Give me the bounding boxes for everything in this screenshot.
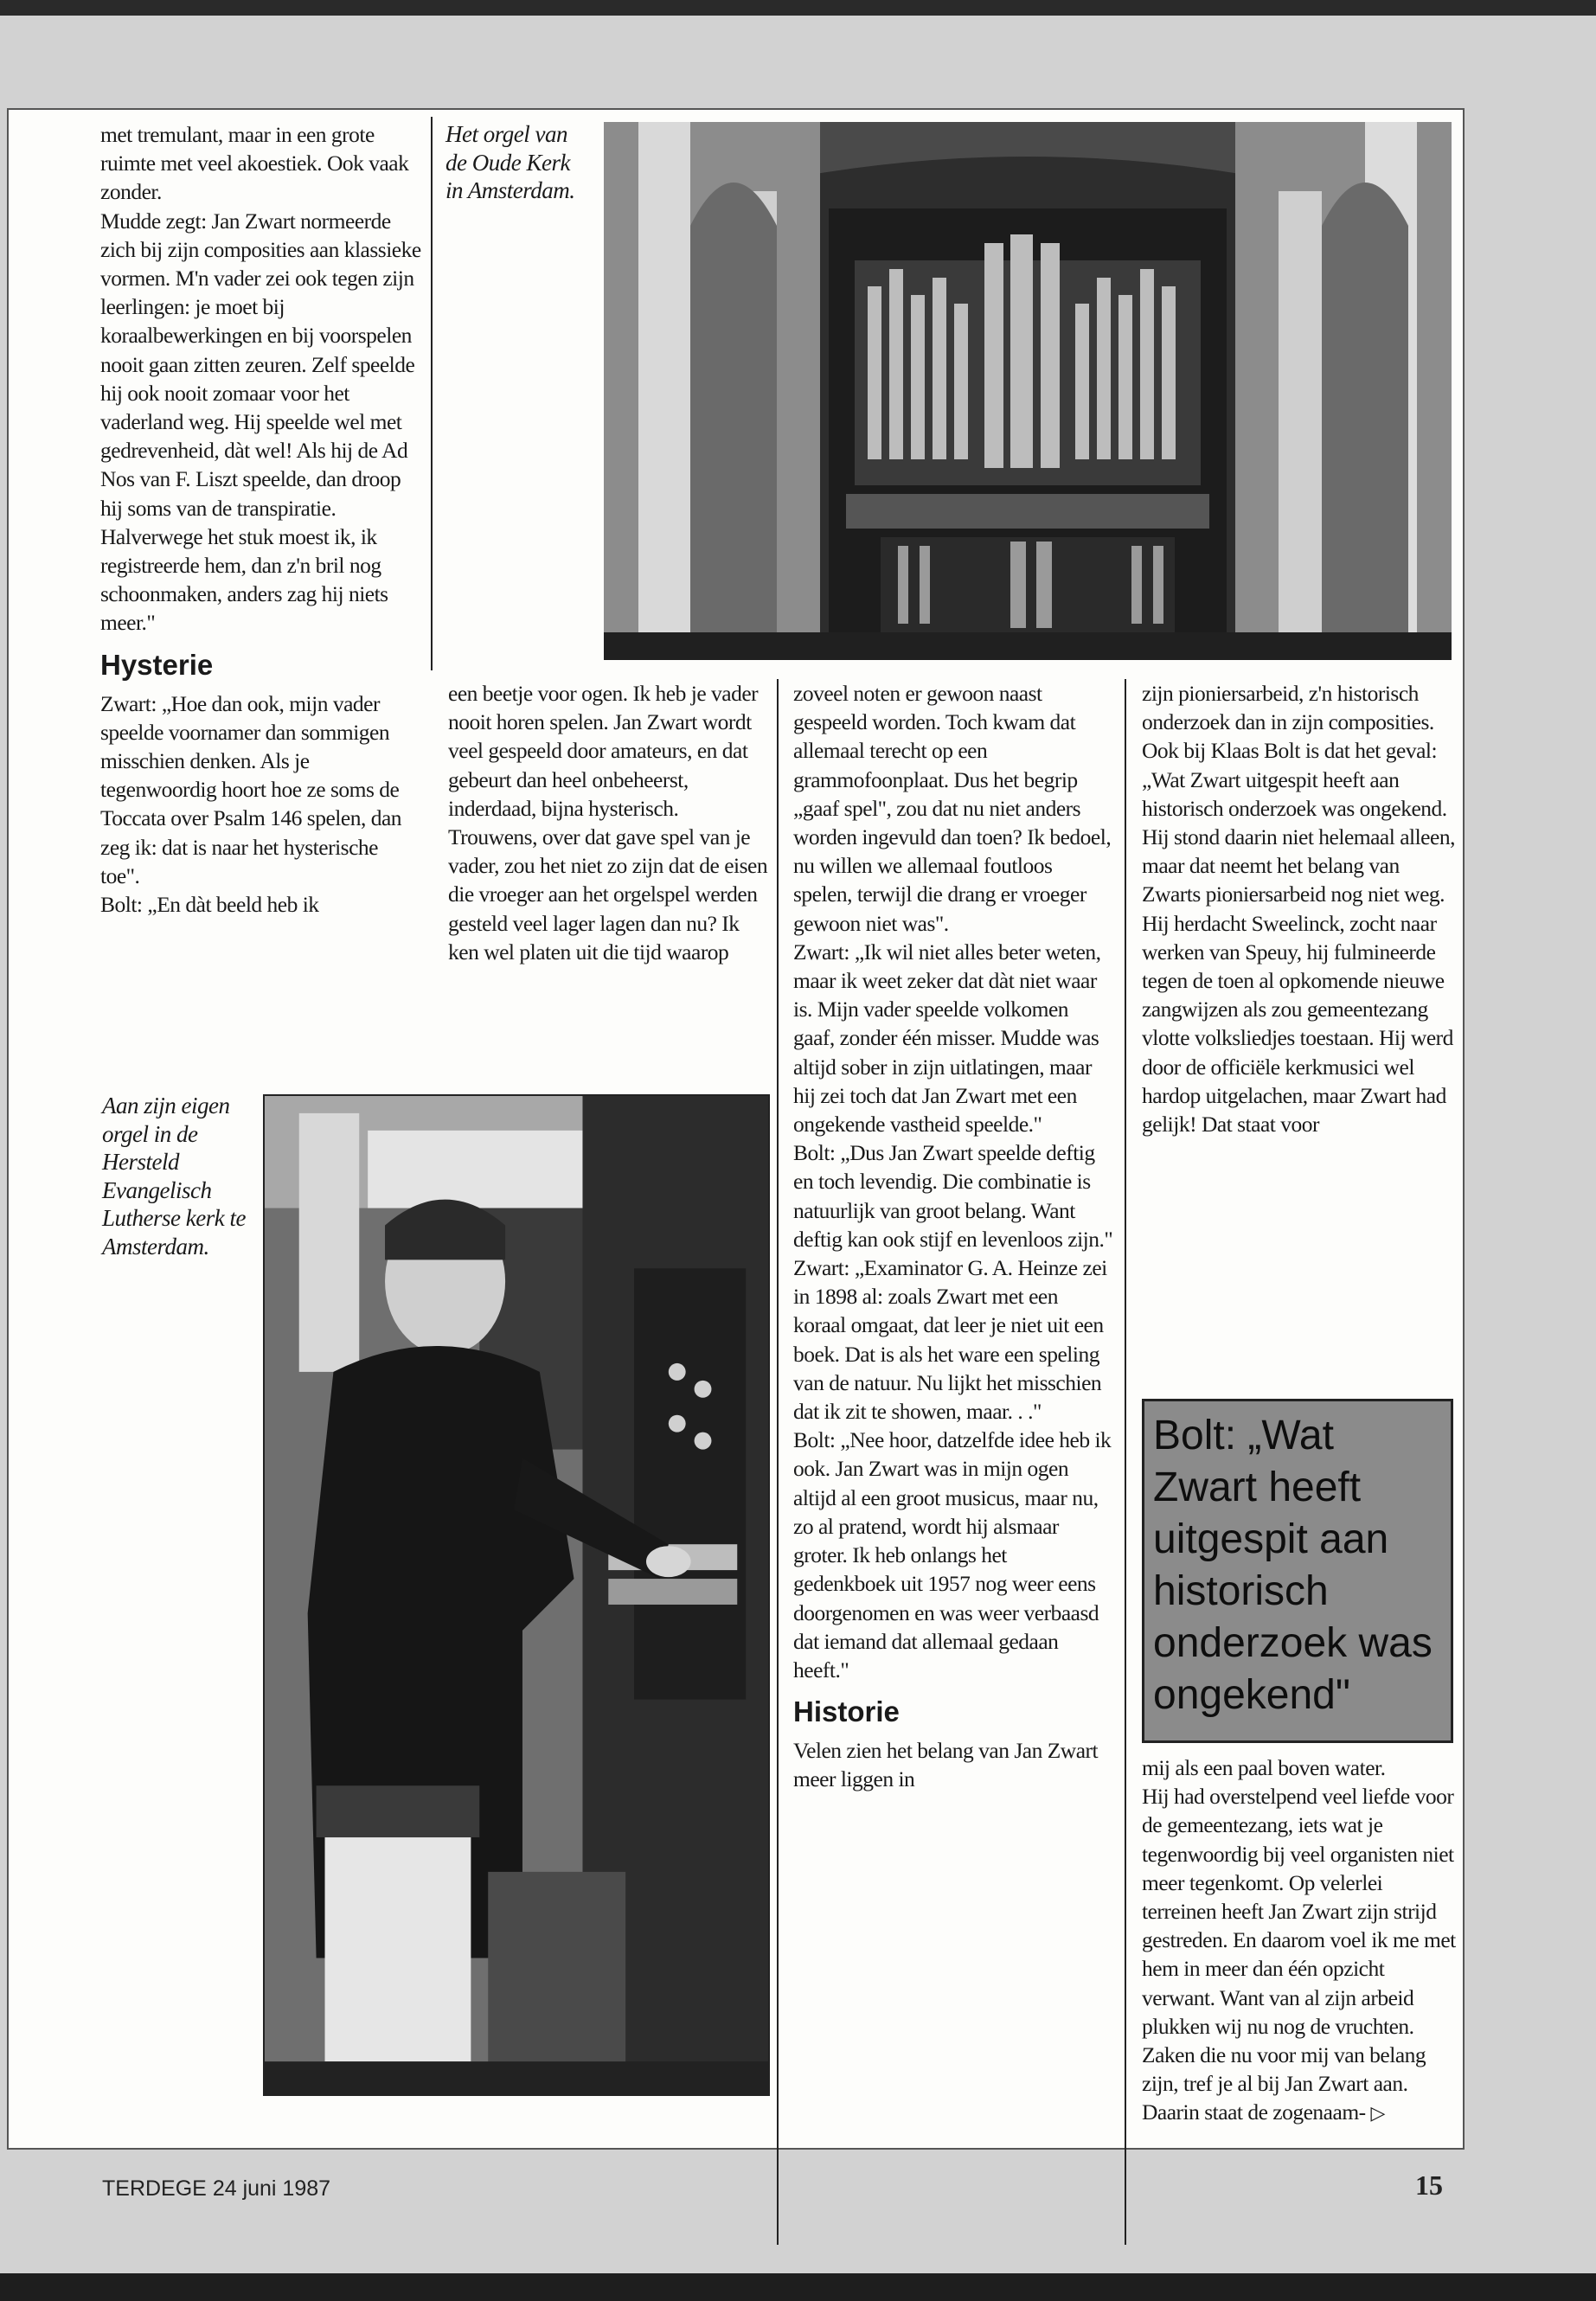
column-3 (793, 679, 1113, 2150)
caption-organ-oude-kerk: Het orgel van de Oude Kerk in Amsterdam. (445, 121, 575, 203)
paragraph: zijn pioniersarbeid, z'n historisch onderzoek dan in zijn composities. Ook bij Klaas Bolt is dat het geval: „Wat Zwart uitgespit heeft aan historisch onderzoek was ongekend. Hij stond daarin niet helemaal alleen, maar dat neemt het belang van Zwarts pioniersarbeid nog niet weg. Hij herdacht Sweelinck, zocht naar werken van Speuy, hij fulmineerde tegen de toen al opkomende nieuwe zangwijzen als zou gemeentezang vlotte volksliedjes toestaan. Hij werd door de officiële kerkmusici wel hardop uitgelachen, maar Zwart had gelijk! Dat staat voor (1142, 681, 1455, 1138)
paragraph-text: Hij had overstelpend veel liefde voor de gemeentezang, iets wat je tegenwoordig bij veel organisten niet meer tegenkomt. Op velerlei terreinen heeft Jan Zwart zijn strijd gestreden. En daarom voel ik me met hem in meer dan één opzicht verwant. Want van al zijn arbeid plukken wij nu nog de vruchten. Zaken die nu voor mij van belang zijn, tref je al bij Jan Zwart aan. Daarin staat de zogenaam- (1142, 1784, 1456, 2125)
paragraph: met tremulant, maar in een grote ruimte met veel akoestiek. Ook vaak zonder. (100, 122, 409, 205)
paragraph: een beetje voor ogen. Ik heb je vader nooit horen spelen. Jan Zwart wordt veel gespeeld door amateurs, en dat gebeurt dan heel onbeheerst, inderdaad, bijna hysterisch. Trouwens, over dat gave spel van je vader, zou het niet zo zijn dat de eisen die vroeger aan het orgelspel werden gesteld veel lager lagen dan nu? Ik ken wel platen uit die tijd waarop (448, 681, 768, 965)
continue-arrow-icon: ▷ (1370, 2103, 1385, 2125)
caption-own-organ: Aan zijn eigen orgel in de Hersteld Evangelisch Lutherse kerk te Amsterdam. (102, 1093, 246, 1259)
paragraph: Zwart: „Examinator G. A. Heinze zei in 1898 al: zoals Zwart met een koraal omgaat, dat leer je niet uit een boek. Dat is als het ware een speling van de natuur. Nu lijkt het misschien dat ik zit te showen, maar. . ." (793, 1255, 1107, 1425)
issue-date: 24 juni 1987 (212, 2176, 331, 2201)
magazine-name: TERDEGE (102, 2176, 207, 2201)
heading-hysterie: Hysterie (100, 648, 214, 681)
column-1 (100, 120, 422, 1098)
column-4-continued (1142, 1753, 1460, 2238)
magazine-page (7, 108, 1465, 2150)
paragraph: Bolt: „En dàt beeld heb ik (100, 892, 319, 918)
paragraph: mij als een paal boven water. (1142, 1755, 1386, 1780)
pull-quote: Bolt: „Wat Zwart heeft uitgespit aan historisch onderzoek was ongekend" (1142, 1399, 1453, 1743)
paragraph: Bolt: „Nee hoor, datzelfde idee heb ik ook. Jan Zwart was in mijn ogen altijd al een groot musicus, maar nu, zo al pratend, wordt hij alsmaar groter. Ik heb onlangs het gedenkboek uit 1957 nog weer eens doorgenomen en was weer verbaasd dat iemand dat allemaal gedaan heeft." (793, 1427, 1112, 1682)
paragraph: Bolt: „Dus Jan Zwart speelde deftig en toch levendig. Die combinatie is natuurlijk van groot belang. Want deftig kan ook stijf en levenloos zijn." (793, 1140, 1113, 1252)
column-rule (1125, 679, 1126, 2245)
scan-top-edge (0, 0, 1596, 16)
paragraph: Mudde zegt: Jan Zwart normeerde zich bij zijn composities aan klassieke vormen. M'n vader zei ook tegen zijn leerlingen: je moet bij koraalbewerkingen en bij voorspelen nooit gaan zitten zeuren. Zelf speelde hij ook nooit zomaar voor het vaderland weg. Hij speelde wel met gedrevenheid, dàt wel! Als hij de Ad Nos van F. Liszt speelde, dan droop hij soms van de transpiratie. Halverwege het stuk moest ik, ik registreerde hem, dan z'n bril nog schoonmaken, anders zag hij niets meer." (100, 208, 421, 636)
photo-jan-zwart-at-organ (263, 1094, 770, 2096)
page-number: 15 (1415, 2170, 1443, 2201)
photo-organ-oude-kerk (604, 122, 1452, 660)
paragraph (1142, 1782, 1460, 2128)
column-rule (431, 117, 433, 670)
paragraph: Zwart: „Hoe dan ook, mijn vader speelde voornamer dan sommigen misschien denken. Als je tegenwoordig hoort hoe ze soms de Toccata over Psalm 146 spelen, dan zeg ik: dat is naar het hysterische toe". (100, 690, 402, 888)
footer-issue (102, 2176, 330, 2202)
column-4 (1142, 679, 1460, 1397)
paragraph: zoveel noten er gewoon naast gespeeld worden. Toch kwam dat allemaal terecht op een grammofoonplaat. Dus het begrip „gaaf spel", zou dat nu niet anders worden ingevuld dan toen? Ik bedoel, nu willen we allemaal foutloos spelen, terwijl die drang er vroeger gewoon niet was". (793, 681, 1112, 936)
paragraph: Zwart: „Ik wil niet alles beter weten, maar ik weet zeker dat dàt niet waar is. Mijn vader speelde volkomen gaaf, zonder één misser. Mudde was altijd sober in zijn uitlatingen, maar hij zei toch dat Jan Zwart met een ongekende vastheid speelde." (793, 939, 1101, 1138)
scan-bottom-edge (0, 2273, 1596, 2301)
heading-historie: Historie (793, 1695, 900, 1728)
column-rule (777, 679, 779, 2245)
paragraph: Velen zien het belang van Jan Zwart meer liggen in (793, 1738, 1099, 1792)
